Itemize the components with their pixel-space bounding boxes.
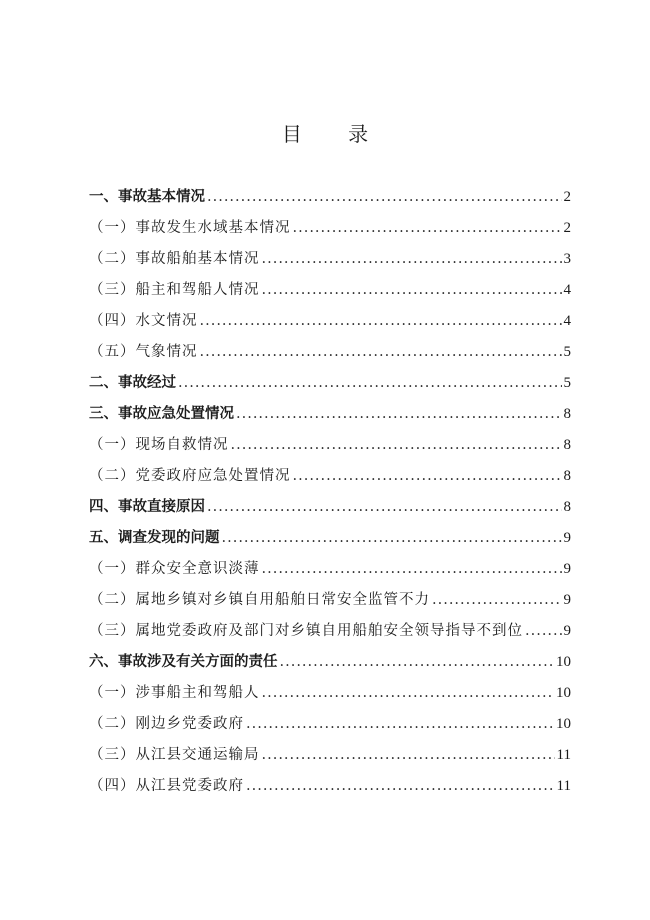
toc-entry-label: （三）属地党委政府及部门对乡镇自用船舶安全领导指导不到位 bbox=[89, 623, 523, 639]
toc-page-number: 10 bbox=[556, 685, 571, 701]
toc-leader-dots bbox=[207, 492, 562, 523]
toc-leader-dots bbox=[222, 523, 562, 554]
toc-leader-dots bbox=[262, 275, 562, 306]
toc-leader-dots bbox=[231, 430, 562, 461]
toc-page-number: 11 bbox=[556, 778, 571, 794]
toc-leader-dots bbox=[293, 461, 562, 492]
toc-page-number: 8 bbox=[563, 406, 571, 422]
toc-entry[interactable] bbox=[89, 740, 571, 771]
toc-entry-label: （四）水文情况 bbox=[89, 313, 198, 329]
toc-entry-label: （一）现场自救情况 bbox=[89, 437, 229, 453]
toc-entry-label: 五、调查发现的问题 bbox=[89, 530, 220, 546]
toc-entry[interactable] bbox=[89, 771, 571, 802]
toc-entry-label: （一）事故发生水域基本情况 bbox=[89, 220, 291, 236]
toc-leader-dots bbox=[432, 585, 562, 616]
toc-entry-label: （二）刚边乡党委政府 bbox=[89, 716, 244, 732]
toc-entry[interactable] bbox=[89, 554, 571, 585]
toc-page-number: 10 bbox=[556, 654, 571, 670]
toc-entry-label: （二）党委政府应急处置情况 bbox=[89, 468, 291, 484]
toc-entry[interactable] bbox=[89, 430, 571, 461]
toc-entry[interactable] bbox=[89, 585, 571, 616]
toc-entry-label: 三、事故应急处置情况 bbox=[89, 406, 234, 422]
toc-page-number: 2 bbox=[563, 189, 571, 205]
page-title: 目 录 bbox=[281, 122, 389, 146]
toc-leader-dots bbox=[262, 554, 562, 585]
toc-leader-dots bbox=[178, 368, 562, 399]
toc-entry[interactable] bbox=[89, 492, 571, 523]
toc-entry-label: （二）事故船舶基本情况 bbox=[89, 251, 260, 267]
toc-entry[interactable] bbox=[89, 678, 571, 709]
toc-page-number: 8 bbox=[563, 437, 571, 453]
toc-leader-dots bbox=[293, 213, 562, 244]
toc-entry[interactable] bbox=[89, 368, 571, 399]
toc-leader-dots bbox=[280, 647, 555, 678]
toc-page-number: 9 bbox=[563, 623, 571, 639]
toc-entry[interactable] bbox=[89, 182, 571, 213]
toc-entry[interactable] bbox=[89, 275, 571, 306]
toc-page-number: 9 bbox=[563, 592, 571, 608]
toc-page-number: 3 bbox=[563, 251, 571, 267]
toc-page-number: 8 bbox=[563, 499, 571, 515]
toc-page-number: 4 bbox=[563, 282, 571, 298]
toc-entry[interactable] bbox=[89, 213, 571, 244]
toc-entry-label: （一）群众安全意识淡薄 bbox=[89, 561, 260, 577]
toc-entry-label: 二、事故经过 bbox=[89, 375, 176, 391]
toc-entry[interactable] bbox=[89, 461, 571, 492]
toc-entry[interactable] bbox=[89, 337, 571, 368]
toc-entry-label: 四、事故直接原因 bbox=[89, 499, 205, 515]
toc-entry[interactable] bbox=[89, 709, 571, 740]
toc-leader-dots bbox=[262, 740, 555, 771]
toc-page-number: 5 bbox=[563, 375, 571, 391]
toc-page-number: 5 bbox=[563, 344, 571, 360]
toc-leader-dots bbox=[262, 678, 555, 709]
toc-entry-label: （二）属地乡镇对乡镇自用船舶日常安全监管不力 bbox=[89, 592, 430, 608]
toc-entry-label: （五）气象情况 bbox=[89, 344, 198, 360]
toc-leader-dots bbox=[262, 244, 562, 275]
table-of-contents bbox=[89, 182, 571, 802]
toc-leader-dots bbox=[246, 771, 555, 802]
toc-entry-label: （三）从江县交通运输局 bbox=[89, 747, 260, 763]
toc-entry-label: 六、事故涉及有关方面的责任 bbox=[89, 654, 278, 670]
toc-page-number: 10 bbox=[556, 716, 571, 732]
toc-leader-dots bbox=[246, 709, 554, 740]
toc-page-number: 9 bbox=[563, 561, 571, 577]
toc-page-number: 4 bbox=[563, 313, 571, 329]
toc-leader-dots bbox=[200, 306, 562, 337]
toc-leader-dots bbox=[236, 399, 562, 430]
toc-entry-label: （一）涉事船主和驾船人 bbox=[89, 685, 260, 701]
toc-entry[interactable] bbox=[89, 616, 571, 647]
toc-entry[interactable] bbox=[89, 306, 571, 337]
toc-leader-dots bbox=[200, 337, 562, 368]
toc-page-number: 2 bbox=[563, 220, 571, 236]
toc-entry[interactable] bbox=[89, 399, 571, 430]
toc-entry-label: （四）从江县党委政府 bbox=[89, 778, 244, 794]
toc-page-number: 11 bbox=[556, 747, 571, 763]
toc-entry[interactable] bbox=[89, 647, 571, 678]
toc-page-number: 8 bbox=[563, 468, 571, 484]
toc-leader-dots bbox=[207, 182, 562, 213]
toc-entry[interactable] bbox=[89, 523, 571, 554]
toc-entry-label: 一、事故基本情况 bbox=[89, 189, 205, 205]
toc-entry-label: （三）船主和驾船人情况 bbox=[89, 282, 260, 298]
toc-leader-dots bbox=[525, 616, 562, 647]
toc-page-number: 9 bbox=[563, 530, 571, 546]
toc-entry[interactable] bbox=[89, 244, 571, 275]
